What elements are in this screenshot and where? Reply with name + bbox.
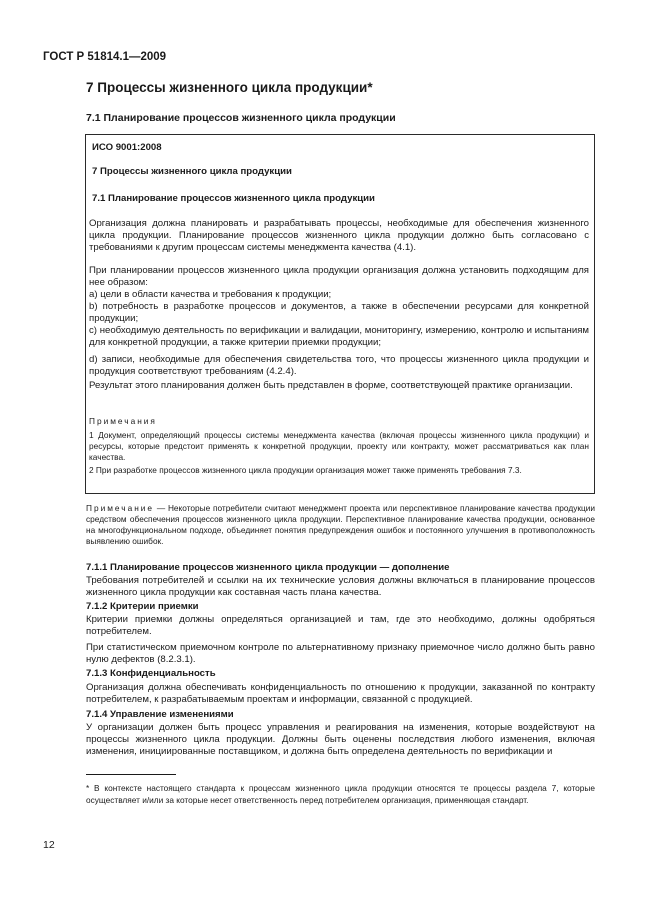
national-note xyxy=(86,503,595,547)
note-label: Примечание xyxy=(86,503,155,513)
subsection-title: 7.1 Планирование процессов жизненного цикла продукции xyxy=(86,112,396,124)
footnote: * В контексте настоящего стандарта к процессам жизненного цикла продукции относятся те процессы раздела 7, которые осуществляет и/или за которые несет ответственность перед потребителем организация, применяющая стандарт. xyxy=(86,783,595,805)
note-text: — Некоторые потребители считают менеджмент проекта или перспективное планирование качества продукции средством обеспечения процессов жизненного цикла продукции. Перспективное планирование качества продукции, основанное на многофункциональном подходе, объединяет понятия предупреждения ошибок и постоянного улучшения в противоположность выявлению ошибок. xyxy=(86,503,595,546)
clause-711-text: Требования потребителей и ссылки на их технические условия должны включаться в планирование процессов жизненного цикла продукции как составная часть плана качества. xyxy=(86,575,595,599)
iso-note: 2 При разработке процессов жизненного цикла продукции организация может также применять требования 7.3. xyxy=(89,465,522,475)
iso-list-item: a) цели в области качества и требования к продукции; xyxy=(89,289,332,300)
iso-paragraph: Результат этого планирования должен быть представлен в форме, соответствующей практике организации. xyxy=(89,380,573,391)
clause-712-text: При статистическом приемочном контроле по альтернативному признаку приемочное число должно быть равно нулю дефектов (8.2.3.1). xyxy=(86,642,595,666)
iso-subsection-title: 7.1 Планирование процессов жизненного цикла продукции xyxy=(92,193,375,204)
clause-712-title: 7.1.2 Критерии приемки xyxy=(86,601,199,612)
clause-714-text: У организации должен быть процесс управления и реагирования на изменения, которые воздействуют на процессы жизненного цикла продукции. Должны быть оценены последствия любого изменения, включая изменения, инициированные поставщиком, и должна быть определена деятельность по верификации и xyxy=(86,722,595,758)
iso-paragraph: При планировании процессов жизненного цикла продукции организация должна установить подходящим для нее образом: xyxy=(89,265,589,289)
iso-note: 1 Документ, определяющий процессы системы менеджмента качества (включая процессы жизненного цикла продукции) и ресурсы, которые предстоит применять к конкретной продукции, проекту или контракту, может рассматриваться как план качества. xyxy=(89,430,589,462)
standard-header: ГОСТ Р 51814.1—2009 xyxy=(43,51,167,63)
section-title: 7 Процессы жизненного цикла продукции* xyxy=(86,80,373,95)
clause-713-title: 7.1.3 Конфиденциальность xyxy=(86,668,216,679)
iso-list-item: c) необходимую деятельность по верификации и валидации, мониторингу, измерению, контролю и испытаниям для конкретной продукции, а также критерии приемки продукции; xyxy=(89,325,589,349)
iso-list-item: b) потребность в разработке процессов и документов, а также в обеспечении ресурсами для конкретной продукции; xyxy=(89,301,589,325)
iso-label: ИСО 9001:2008 xyxy=(92,142,162,153)
clause-713-text: Организация должна обеспечивать конфиденциальность по отношению к продукции, заказанной по контракту потребителем, к разрабатываемым проектам и информации, связанной с продукцией. xyxy=(86,682,595,706)
clause-712-text: Критерии приемки должны определяться организацией и там, где это необходимо, должны одобряться потребителем. xyxy=(86,614,595,638)
footnote-divider xyxy=(86,774,176,775)
clause-711-title: 7.1.1 Планирование процессов жизненного цикла продукции — дополнение xyxy=(86,562,450,573)
iso-list-item: d) записи, необходимые для обеспечения свидетельства того, что процессы жизненного цикла продукции и продукция соответствуют требованиям (4.2.4). xyxy=(89,354,589,378)
iso-section-title: 7 Процессы жизненного цикла продукции xyxy=(92,166,292,177)
clause-714-title: 7.1.4 Управление изменениями xyxy=(86,709,234,720)
iso-notes-title: Примечания xyxy=(89,416,157,426)
page-number: 12 xyxy=(43,839,55,851)
iso-paragraph: Организация должна планировать и разрабатывать процессы, необходимые для обеспечения жизненного цикла продукции. Планирование процессов жизненного цикла продукции должно быть согласовано с требованиями к другим процессам системы менеджмента качества (4.1). xyxy=(89,218,589,254)
